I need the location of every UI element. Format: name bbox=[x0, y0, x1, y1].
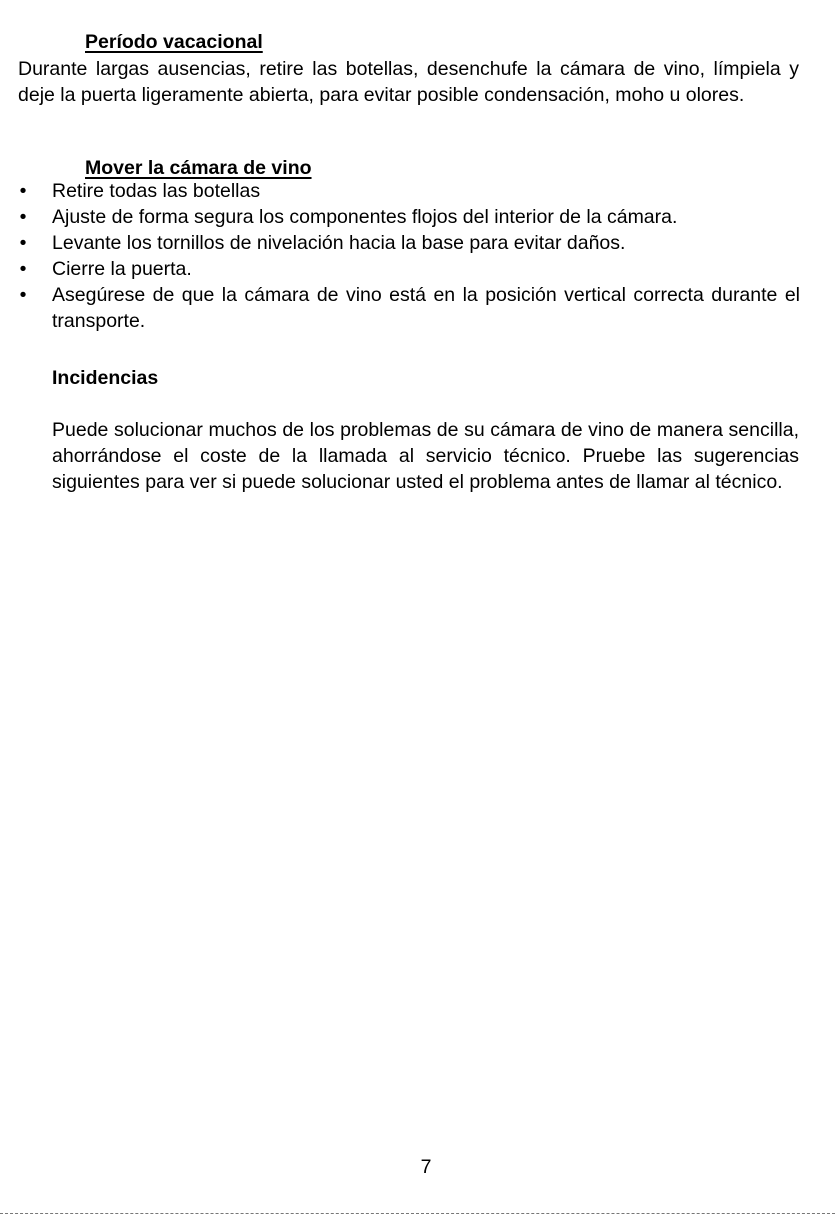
list-item-text: Asegúrese de que la cámara de vino está en la posición vertical correcta durante el transporte. bbox=[52, 284, 800, 332]
vacation-heading: Período vacacional bbox=[85, 31, 263, 53]
page-number: 7 bbox=[420, 1156, 432, 1178]
bullet-icon: • bbox=[19, 180, 27, 202]
list-item bbox=[16, 204, 800, 230]
bullet-icon: • bbox=[19, 232, 27, 254]
list-item bbox=[16, 178, 800, 204]
bottom-divider bbox=[0, 1213, 835, 1214]
moving-bullet-list bbox=[16, 178, 800, 334]
bullet-icon: • bbox=[19, 258, 27, 280]
bullet-icon: • bbox=[19, 206, 27, 228]
moving-heading: Mover la cámara de vino bbox=[85, 157, 312, 179]
list-item-text: Retire todas las botellas bbox=[52, 180, 261, 202]
list-item bbox=[16, 282, 800, 334]
list-item-text: Cierre la puerta. bbox=[52, 258, 192, 280]
incidents-paragraph: Puede solucionar muchos de los problemas de su cámara de vino de manera sencilla, ahorrándose el coste de la llamada al servicio técnico. Pruebe las sugerencias siguientes para ver si puede solucionar usted el problema antes de llamar al técnico. bbox=[52, 419, 799, 493]
list-item-text: Levante los tornillos de nivelación hacia la base para evitar daños. bbox=[52, 232, 626, 254]
bullet-icon: • bbox=[19, 284, 27, 306]
list-item-text: Ajuste de forma segura los componentes flojos del interior de la cámara. bbox=[52, 206, 678, 228]
list-item bbox=[16, 256, 800, 282]
incidents-heading: Incidencias bbox=[52, 367, 159, 389]
vacation-paragraph: Durante largas ausencias, retire las botellas, desenchufe la cámara de vino, límpiela y deje la puerta ligeramente abierta, para evitar posible condensación, moho u olores. bbox=[18, 58, 799, 106]
list-item bbox=[16, 230, 800, 256]
